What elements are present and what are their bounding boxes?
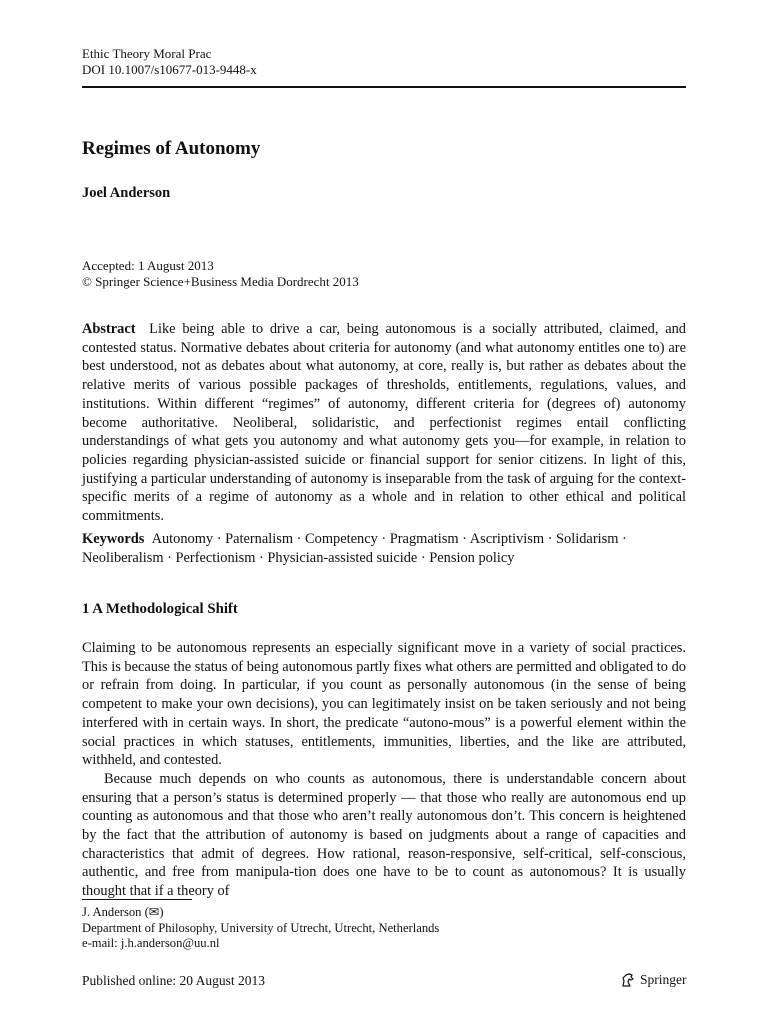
header-rule: [82, 86, 686, 88]
paragraph-2: Because much depends on who counts as autonomous, there is understandable concern about ensuring that a person’s status is determined properly — that those who really are autonomous end up counting as autonomous and that those who aren’t really autonomous don’t. This concern is heightened by the fact that the attribution of autonomy is based on judgments about a range of capacities and characteristics that admit of degrees. How rational, reason-responsive, self-critical, self-conscious, authentic, and free from manipula-tion does one have to be to count as autonomous? It is usually thought that if a theory of: [82, 770, 686, 900]
copyright: © Springer Science+Business Media Dordrecht 2013: [82, 274, 359, 289]
keywords-label: Keywords: [82, 531, 145, 547]
footnote-rule: [82, 899, 192, 900]
author-name: Joel Anderson: [82, 185, 171, 201]
section-body: [82, 639, 686, 901]
footnote-email[interactable]: e-mail: j.h.anderson@uu.nl: [82, 936, 220, 950]
journal-header: [82, 46, 257, 78]
keywords-text: Autonomy · Paternalism · Competency · Pragmatism · Ascriptivism · Solidarism · Neoliberalism · Perfectionism · Physician-assisted suicide · Pension policy: [82, 531, 627, 566]
publisher-name: Springer: [640, 972, 687, 987]
published-date: Published online: 20 August 2013: [82, 973, 266, 988]
footnote-author: J. Anderson (✉): [82, 905, 164, 919]
journal-name: Ethic Theory Moral Prac: [82, 46, 212, 61]
footnote-department: Department of Philosophy, University of Utrecht, Utrecht, Netherlands: [82, 920, 440, 935]
section-heading: 1 A Methodological Shift: [82, 601, 238, 617]
publisher-logo: [620, 972, 687, 988]
doi[interactable]: DOI 10.1007/s10677-013-9448-x: [82, 62, 257, 77]
abstract: [82, 320, 686, 526]
footnote: [82, 905, 439, 952]
abstract-label: Abstract: [82, 321, 136, 337]
accepted-date: Accepted: 1 August 2013: [82, 258, 214, 273]
article-title: Regimes of Autonomy: [82, 138, 261, 159]
paragraph-1: Claiming to be autonomous represents an especially significant move in a variety of social practices. This is because the status of being autonomous partly fixes what others are permitted and obligated to do or refrain from doing. In particular, if you count as personally autonomous (in the sense of being competent to make your own decisions), you can legitimately insist on be taken seriously and not being interfered with in certain ways. In short, the predicate “autono-mous” is a powerful element within the social practices in which statuses, entitlements, immunities, liberties, and the like are attributed, withheld, and contested.: [82, 640, 686, 769]
springer-horse-icon: [620, 972, 636, 988]
keywords: [82, 530, 686, 567]
abstract-text: Like being able to drive a car, being autonomous is a socially attributed, claimed, and contested status. Normative debates about criteria for autonomy (and what autonomy entitles one to) are best understood, not as debates about what autonomy, at core, really is, but rather as debates about the relative merits of various possible packages of thresholds, entitlements, regulations, values, and institutions. Within different “regimes” of autonomy, different criteria for (degrees of) autonomy become authoritative. Neoliberal, solidaristic, and perfectionist regimes entail conflicting understandings of what gets you autonomy and what autonomy gets you—for example, in relation to policies regarding physician-assisted suicide or financial support for senior citizens. In light of this, justifying a particular understanding of autonomy is inseparable from the task of arguing for the context-specific merits of a regime of autonomy as a whole and in relation to other ethical and political commitments.: [82, 321, 686, 525]
article-meta: [82, 258, 359, 290]
